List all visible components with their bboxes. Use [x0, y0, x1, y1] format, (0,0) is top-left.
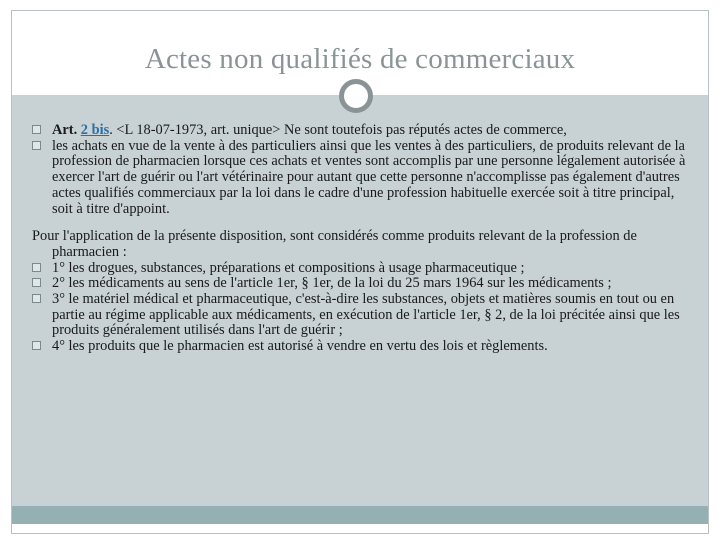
- article-label: Art.: [52, 122, 78, 138]
- slide-body: [32, 123, 692, 355]
- scope-text: les achats en vue de la vente à des particuliers ainsi que les ventes à des particuliers, de produits relevant de la profession de pharmacien lorsque ces achats et ventes sont accomplis par une personne légalement autorisée à exercer l'art de guérir ou l'art vétérinaire pour autant que cette personne n'accomplisse pas également d'autres actes qualifiés commerciaux par la loi dans le cadre d'une profession habituelle exercée soit à titre principal, soit à titre d'appoint.: [52, 137, 686, 217]
- bullet-box-icon: [32, 278, 41, 287]
- bullet-box-icon: [32, 341, 41, 350]
- list-item-text: 4° les produits que le pharmacien est autorisé à vendre en vertu des lois et règlements.: [52, 338, 548, 355]
- intro-paragraph: Pour l'application de la présente disposition, sont considérés comme produits relevant de la profession de pharmacien :: [32, 228, 637, 260]
- list-item: [32, 261, 692, 277]
- list-item: [32, 339, 692, 355]
- list-item: [32, 292, 692, 339]
- slide-title: Actes non qualifiés de commerciaux: [144, 43, 576, 75]
- bullet-box-icon: [32, 125, 41, 134]
- footer-bar: [12, 506, 708, 524]
- list-item-text: 3° le matériel médical et pharmaceutique, c'est-à-dire les substances, objets et matières soumis en tout ou en partie au régime applicable aux médicaments, en exécution de l'article 1er, § 2, de la loi précitée ainsi que les produits généralement utilisés dans l'art de guérir ;: [52, 291, 680, 339]
- scope-paragraph: [32, 139, 692, 218]
- bullet-box-icon: [32, 141, 41, 150]
- article-paragraph: [32, 123, 692, 139]
- list-item-text: 1° les drogues, substances, préparations et compositions à usage pharmaceutique ;: [52, 259, 525, 276]
- article-link[interactable]: 2 bis: [80, 122, 110, 138]
- list-item: [32, 276, 692, 292]
- list-item-text: 2° les médicaments au sens de l'article 1er, § 1er, de la loi du 25 mars 1964 sur les médicaments ;: [52, 275, 612, 292]
- article-text: . <L 18-07-1973, art. unique> Ne sont toutefois pas réputés actes de commerce,: [109, 122, 567, 138]
- bullet-box-icon: [32, 263, 41, 272]
- bullet-box-icon: [32, 294, 41, 303]
- circle-ornament-icon: [339, 79, 373, 113]
